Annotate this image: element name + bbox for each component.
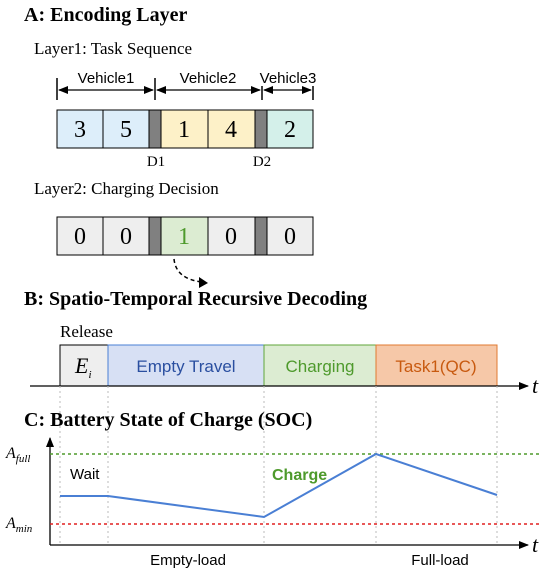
bar-charging-label: Charging [285, 357, 355, 376]
timeline-axis-label: t [532, 373, 539, 398]
soc-axis-label: t [532, 532, 539, 557]
delimiter-d1-label: D1 [146, 154, 166, 170]
layer1-cell-value: 2 [284, 117, 296, 143]
release-label: Release [60, 322, 113, 341]
vehicle1-label: Vehicle1 [77, 70, 135, 87]
bar-empty-travel-label: Empty Travel [136, 357, 236, 376]
soc-curve [60, 454, 497, 517]
delimiter-d2-label: D2 [252, 154, 272, 170]
layer2-delimiter-block [255, 217, 267, 255]
layer2-cell-value: 0 [120, 224, 132, 250]
vehicle3-label: Vehicle3 [259, 70, 317, 87]
section-a-title: A: Encoding Layer [24, 4, 188, 26]
layer2-cell-value: 0 [284, 224, 296, 250]
bar-task1-label: Task1(QC) [395, 357, 477, 376]
afull-label: $A_{full}$ [6, 445, 31, 465]
charge-label: Charge [272, 467, 328, 484]
layer1-title: Layer1: Task Sequence [34, 39, 193, 58]
amin-label: $A_{min}$ [6, 515, 33, 535]
section-c-title: C: Battery State of Charge (SOC) [24, 409, 313, 431]
layer2-cell-value: 0 [74, 224, 86, 250]
layer1-cell-value: 5 [120, 117, 132, 143]
layer2-sequence [57, 217, 313, 255]
wait-label: Wait [70, 466, 100, 483]
decode-link-arrowhead [199, 277, 208, 288]
vehicle2-label: Vehicle2 [179, 70, 237, 87]
delimiter-d2-block [255, 110, 267, 148]
layer2-cell-value: 0 [225, 224, 237, 250]
empty-load-label: Empty-load [150, 552, 226, 569]
bar-ei-label: $E_i$ [75, 353, 92, 381]
layer1-cell-value: 3 [74, 117, 86, 143]
layer2-title: Layer2: Charging Decision [34, 179, 219, 198]
layer2-delimiter-block [149, 217, 161, 255]
layer1-cell-value: 4 [225, 117, 237, 143]
layer1-cell-value: 1 [178, 117, 190, 143]
section-b-title: B: Spatio-Temporal Recursive Decoding [24, 288, 368, 310]
layer1-sequence [57, 110, 313, 148]
full-load-label: Full-load [411, 552, 469, 569]
layer2-cell-value-charge: 1 [178, 224, 190, 250]
delimiter-d1-block [149, 110, 161, 148]
decode-link-arrow [174, 259, 202, 282]
